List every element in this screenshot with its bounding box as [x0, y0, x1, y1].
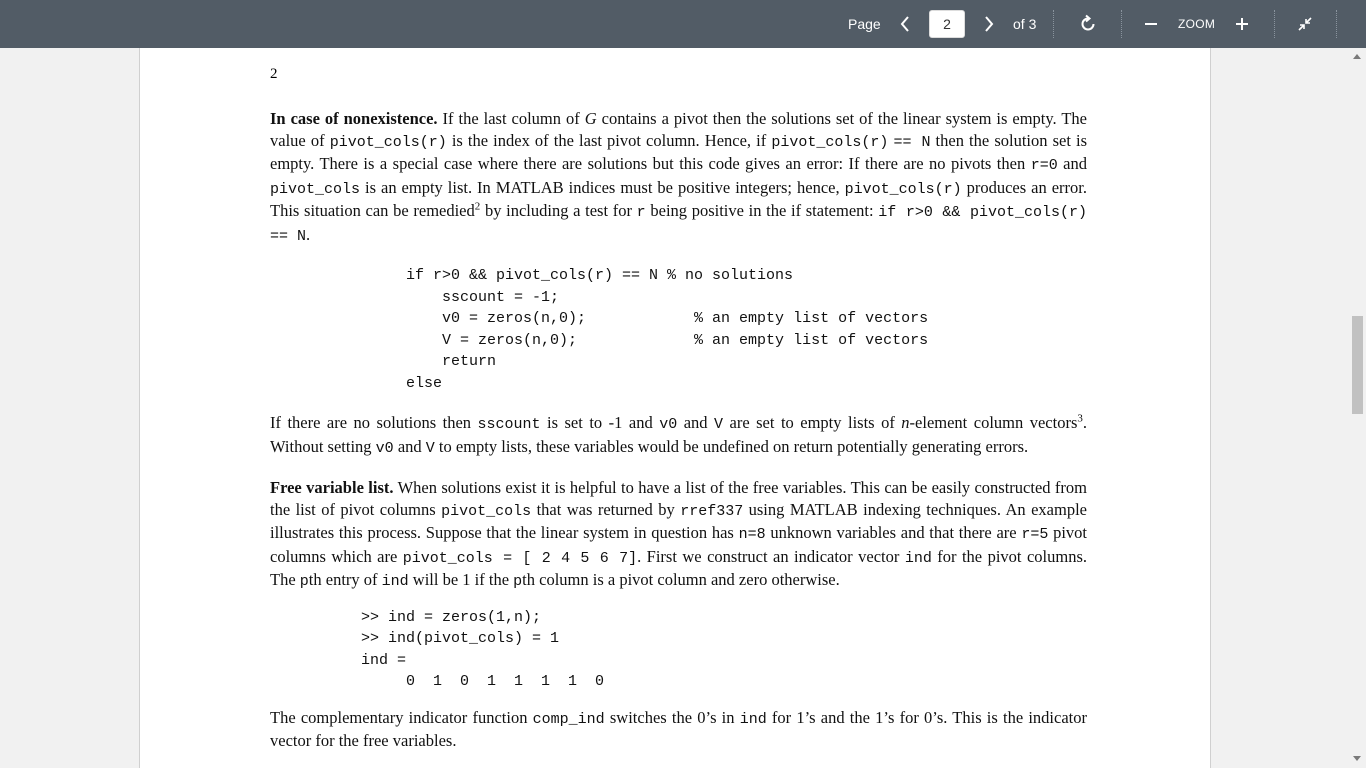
text-run: will be 1 if the — [408, 570, 514, 589]
text-run: th column is a pivot column and zero otherwise. — [522, 570, 840, 589]
text-run: being positive in the if statement: — [645, 201, 879, 220]
page-number-input[interactable] — [929, 10, 965, 38]
document-page — [139, 48, 1211, 768]
code-inline: p — [513, 573, 523, 590]
text-run: unknown variables and that there are — [765, 523, 1022, 542]
code-inline: v0 — [659, 416, 678, 433]
code-inline: == N — [893, 133, 931, 151]
paragraph-heading: In case of nonexistence. — [270, 109, 438, 128]
code-inline: pivot_cols(r) — [329, 133, 447, 151]
text-run: switches the 0’s in — [604, 707, 740, 727]
chevron-left-icon[interactable] — [893, 12, 917, 36]
text-run: is set to -1 and — [540, 413, 660, 432]
code-inline: sscount — [477, 416, 541, 433]
code-inline: V — [714, 416, 724, 433]
page-number: 2 — [270, 66, 278, 82]
code-inline: ind — [381, 573, 409, 590]
paragraph-complement — [270, 707, 1087, 752]
text-run: to empty lists, these variables would be undefined on return potentially generating errors. — [434, 436, 1029, 456]
zoom-label: ZOOM — [1178, 17, 1216, 31]
toolbar-divider — [1336, 10, 1337, 38]
code-inline: v0 — [375, 439, 394, 457]
code-block-no-solutions — [406, 265, 1087, 394]
footnote-mark: 2 — [474, 200, 481, 213]
code-line: ind = — [361, 651, 407, 669]
text-run: th entry of — [308, 570, 382, 589]
code-line: else — [406, 374, 443, 392]
code-block-indicator — [361, 607, 1087, 693]
text-run: that was returned by — [531, 499, 681, 519]
page-content — [270, 108, 1087, 752]
text-run: using MATLAB indexing techniques. An example illustrates this process. Suppose that the linear system in question has — [270, 499, 1087, 542]
math-var: G — [584, 109, 597, 128]
text-run: -element column vectors — [909, 413, 1078, 432]
code-line: v0 = zeros(n,0); % an empty list of vectors — [406, 310, 929, 327]
paragraph-free-variables — [270, 477, 1087, 593]
footnote-mark: 3 — [1077, 412, 1083, 425]
code-inline: r=5 — [1021, 526, 1049, 543]
toolbar-divider — [1053, 10, 1054, 38]
code-inline: pivot_cols — [270, 180, 361, 198]
toolbar-divider — [1274, 10, 1275, 38]
code-inline: pivot_cols — [441, 502, 532, 520]
text-run: contains a pivot then the solutions set of the linear system is empty. The value of — [270, 109, 1088, 150]
text-run: for 1’s and the 1’s for 0’s. This is the indicator vector for the free variables. — [270, 707, 1087, 750]
rotate-icon[interactable] — [1076, 12, 1100, 36]
toolbar-divider — [1121, 10, 1122, 38]
text-run: then the solution set is empty. There is a special case where there are solutions but this code gives an error: If there are no pivots then — [270, 130, 1088, 173]
code-inline: r — [636, 204, 646, 221]
paragraph-nonexistence — [270, 108, 1087, 247]
code-inline: pivot_cols = [ 2 4 5 6 7] — [402, 549, 638, 567]
code-inline: n=8 — [738, 526, 766, 543]
text-run: and — [1057, 154, 1087, 173]
text-run: is an empty list. In MATLAB indices must be positive integers; hence, — [360, 177, 845, 197]
code-inline: ind — [739, 710, 767, 728]
text-run: The complementary indicator function — [270, 707, 533, 727]
scroll-thumb[interactable] — [1352, 316, 1363, 414]
code-inline: p — [299, 573, 309, 590]
code-line: return — [406, 353, 497, 370]
code-line: >> ind = zeros(1,n); — [361, 608, 542, 626]
pdf-toolbar — [0, 0, 1366, 48]
text-run: for the pivot columns. The — [270, 546, 1087, 589]
code-line: sscount = -1; — [406, 288, 560, 306]
code-line: if r>0 && pivot_cols(r) == N % no solutions — [406, 267, 794, 284]
scroll-up-icon[interactable] — [1353, 54, 1361, 59]
page-label: Page — [848, 16, 881, 32]
page-total: of 3 — [1013, 16, 1037, 32]
collapse-icon[interactable] — [1293, 12, 1317, 36]
code-inline: pivot_cols(r) — [771, 133, 889, 151]
text-run: . Without setting — [270, 413, 1087, 456]
code-line: 0 1 0 1 1 1 1 0 — [361, 673, 605, 690]
text-run: produces an error. This situation can be remedied — [270, 177, 1087, 220]
text-run: by including a test for — [480, 201, 637, 220]
code-line: V = zeros(n,0); % an empty list of vectors — [406, 331, 929, 349]
code-inline: r=0 — [1030, 157, 1058, 174]
code-line: >> ind(pivot_cols) = 1 — [361, 630, 560, 647]
text-run: are set to empty lists of — [723, 413, 902, 432]
scroll-down-icon[interactable] — [1353, 756, 1361, 761]
text-run: . — [306, 224, 311, 244]
code-inline: if r>0 && pivot_cols(r) == N — [270, 204, 1087, 245]
code-inline: rref337 — [680, 502, 744, 520]
text-run: . First we construct an indicator vector — [637, 546, 905, 566]
paragraph-heading: Free variable list. — [270, 478, 394, 497]
text-run: pivot columns which are — [270, 523, 1088, 566]
text-run: and — [393, 436, 426, 456]
text-run: If the last column of — [437, 109, 585, 128]
code-inline: comp_ind — [532, 710, 605, 728]
chevron-right-icon[interactable] — [977, 12, 1001, 36]
paragraph-no-solutions — [270, 412, 1087, 459]
plus-icon[interactable] — [1230, 12, 1254, 36]
text-run: and — [677, 413, 714, 432]
vertical-scrollbar[interactable] — [1349, 48, 1366, 768]
math-var: n — [901, 413, 910, 432]
text-run: If there are no solutions then — [270, 413, 478, 432]
text-run: When solutions exist it is helpful to have a list of the free variables. This can be easily constructed from the list of pivot columns — [270, 478, 1087, 519]
minus-icon[interactable] — [1139, 12, 1163, 36]
code-inline: ind — [904, 549, 932, 567]
code-inline: V — [425, 439, 435, 457]
text-run: is the index of the last pivot column. Hence, if — [446, 130, 772, 150]
code-inline: pivot_cols(r) — [844, 180, 962, 198]
